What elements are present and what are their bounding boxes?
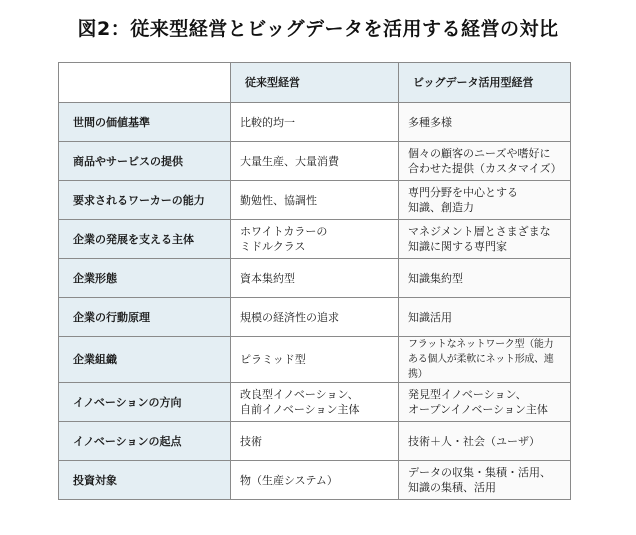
cell-text: 技術＋人・社会（ユーザ）: [408, 434, 540, 448]
cell-text: ホワイトカラーの ミドルクラス: [240, 225, 328, 253]
row-label: 投資対象: [59, 461, 231, 500]
cell-text: マネジメント層とさまざまな 知識に関する専門家: [408, 225, 551, 253]
table-row: [59, 383, 571, 422]
cell-text: 知識活用: [408, 310, 452, 324]
cell-traditional: [231, 383, 399, 422]
cell-bigdata: [399, 422, 571, 461]
table-row: [59, 337, 571, 383]
cell-text: 多種多様: [408, 115, 452, 129]
cell-bigdata: [399, 181, 571, 220]
cell-text: 個々の顧客のニーズや嗜好に 合わせた提供（カスタマイズ）: [408, 147, 562, 175]
header-traditional: 従来型経営: [231, 63, 399, 103]
cell-text: 発見型イノベーション、 オープンイノベーション主体: [408, 388, 548, 416]
cell-traditional: [231, 181, 399, 220]
cell-text: ピラミッド型: [240, 353, 306, 366]
cell-traditional: [231, 259, 399, 298]
cell-traditional: [231, 142, 399, 181]
row-label: 要求されるワーカーの能力: [59, 181, 231, 220]
cell-bigdata: [399, 337, 571, 383]
row-label: 企業の発展を支える主体: [59, 220, 231, 259]
cell-text: 規模の経済性の追求: [240, 310, 339, 324]
cell-text: 勤勉性、協調性: [240, 193, 317, 207]
cell-traditional: [231, 422, 399, 461]
table-row: [59, 103, 571, 142]
cell-text: 専門分野を中心とする 知識、創造力: [408, 186, 518, 214]
cell-bigdata: [399, 103, 571, 142]
cell-text: データの収集・集積・活用、 知識の集積、活用: [408, 466, 551, 494]
table-row: [59, 181, 571, 220]
table-header-row: [59, 63, 571, 103]
cell-bigdata: [399, 461, 571, 500]
cell-bigdata: [399, 259, 571, 298]
header-bigdata: ビッグデータ活用型経営: [399, 63, 571, 103]
figure-title: 図2：従来型経営とビッグデータを活用する経営の対比: [77, 18, 559, 40]
cell-traditional: [231, 103, 399, 142]
cell-traditional: [231, 461, 399, 500]
header-corner-cell: [59, 63, 231, 103]
cell-traditional: [231, 220, 399, 259]
cell-bigdata: [399, 142, 571, 181]
cell-traditional: [231, 337, 399, 383]
cell-text: 大量生産、大量消費: [240, 154, 339, 168]
table-row: [59, 142, 571, 181]
cell-text: 知識集約型: [408, 271, 463, 285]
cell-traditional: [231, 298, 399, 337]
cell-text: 改良型イノベーション、 自前イノベーション主体: [240, 388, 360, 416]
cell-text: 物（生産システム）: [240, 473, 338, 487]
cell-bigdata: [399, 298, 571, 337]
cell-text: フラットなネットワーク型（能力 ある個人が柔軟にネット形成、連携）: [408, 339, 554, 380]
table-row: [59, 461, 571, 500]
row-label: 商品やサービスの提供: [59, 142, 231, 181]
row-label: 企業形態: [59, 259, 231, 298]
row-label: 企業の行動原理: [59, 298, 231, 337]
row-label: イノベーションの方向: [59, 383, 231, 422]
cell-bigdata: [399, 220, 571, 259]
cell-text: 技術: [240, 434, 262, 448]
row-label: イノベーションの起点: [59, 422, 231, 461]
cell-text: 比較的均一: [240, 115, 295, 129]
row-label: 企業組織: [59, 337, 231, 383]
table-row: [59, 220, 571, 259]
table-row: [59, 259, 571, 298]
row-label: 世間の価値基準: [59, 103, 231, 142]
table-row: [59, 422, 571, 461]
comparison-table: [58, 62, 571, 500]
cell-text: 資本集約型: [240, 271, 295, 285]
cell-bigdata: [399, 383, 571, 422]
table-row: [59, 298, 571, 337]
